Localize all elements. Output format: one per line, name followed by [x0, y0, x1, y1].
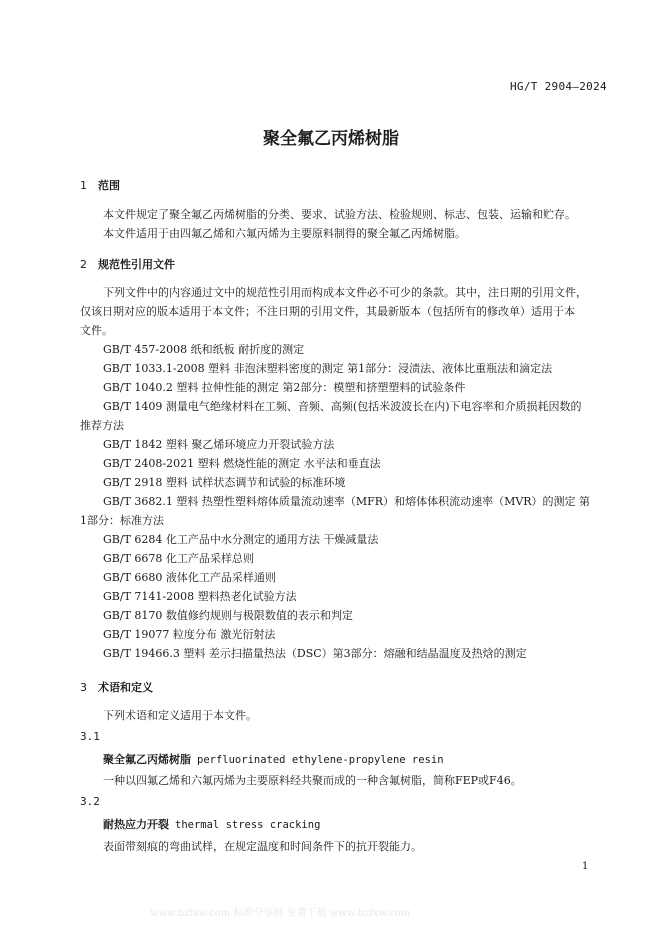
term-number: 3.2: [80, 795, 100, 808]
reference-item: GB/T 6284 化工产品中水分测定的通用方法 干燥减量法: [103, 533, 379, 546]
section-number: 2: [80, 258, 87, 271]
section-heading-scope: [80, 177, 120, 193]
paragraph: 本文件适用于由四氟乙烯和六氟丙烯为主要原料制得的聚全氟乙丙烯树脂。: [103, 227, 466, 240]
paragraph: 文件。: [80, 324, 113, 337]
paragraph: 下列文件中的内容通过文中的规范性引用而构成本文件必不可少的条款。其中，注日期的引用文件，: [103, 286, 587, 299]
reference-item: GB/T 457-2008 纸和纸板 耐折度的测定: [103, 343, 305, 356]
reference-item: GB/T 8170 数值修约规则与极限数值的表示和判定: [103, 609, 353, 622]
document-title: 聚全氟乙丙烯树脂: [263, 129, 399, 149]
term-entry: [103, 816, 320, 832]
reference-item: GB/T 1842 塑料 聚乙烯环境应力开裂试验方法: [103, 438, 335, 451]
term-definition: 表面带刻痕的弯曲试样，在规定温度和时间条件下的抗开裂能力。: [103, 840, 422, 853]
term-definition: 一种以四氟乙烯和六氟丙烯为主要原料经共聚而成的一种含氟树脂，简称FEP或F46。: [103, 774, 522, 787]
reference-item-continuation: 推荐方法: [80, 419, 124, 432]
reference-item: GB/T 6680 液体化工产品采样通则: [103, 571, 276, 584]
reference-item: GB/T 2408-2021 塑料 燃烧性能的测定 水平法和垂直法: [103, 457, 381, 470]
watermark: www.bzfxw.com 标准分享网 免费下载 www.bzfxw.com: [150, 908, 411, 918]
page-number: 1: [582, 861, 589, 872]
reference-item-continuation: 1部分：标准方法: [80, 514, 164, 527]
term-name-zh: 耐热应力开裂: [103, 818, 169, 831]
reference-item: GB/T 6678 化工产品采样总则: [103, 552, 254, 565]
paragraph: 下列术语和定义适用于本文件。: [103, 709, 257, 722]
term-name-en: thermal stress cracking: [175, 819, 321, 831]
reference-item: GB/T 19466.3 塑料 差示扫描量热法（DSC）第3部分：熔融和结晶温度及热焓的测定: [103, 647, 527, 660]
term-number: 3.1: [80, 730, 100, 743]
reference-item: GB/T 1033.1-2008 塑料 非泡沫塑料密度的测定 第1部分：浸渍法、液体比重瓶法和滴定法: [103, 362, 553, 375]
reference-item: GB/T 1409 测量电气绝缘材料在工频、音频、高频(包括米波波长在内)下电容率和介质损耗因数的: [103, 400, 582, 413]
section-number: 1: [80, 179, 87, 192]
section-title: 范围: [98, 179, 120, 192]
reference-item: GB/T 2918 塑料 试样状态调节和试验的标准环境: [103, 476, 346, 489]
term-name-en: perfluorinated ethylene-propylene resin: [197, 754, 444, 766]
section-number: 3: [80, 681, 87, 694]
reference-item: GB/T 3682.1 塑料 热塑性塑料熔体质量流动速率（MFR）和熔体体积流动速率（MVR）的测定 第: [103, 495, 591, 508]
paragraph: 本文件规定了聚全氟乙丙烯树脂的分类、要求、试验方法、检验规则、标志、包装、运输和贮存。: [103, 208, 576, 221]
term-entry: [103, 751, 444, 767]
reference-item: GB/T 19077 粒度分布 激光衍射法: [103, 628, 276, 641]
paragraph: 仅该日期对应的版本适用于本文件；不注日期的引用文件，其最新版本（包括所有的修改单）适用于本: [80, 305, 575, 318]
reference-item: GB/T 1040.2 塑料 拉伸性能的测定 第2部分：模塑和挤塑塑料的试验条件: [103, 381, 466, 394]
reference-item: GB/T 7141-2008 塑料热老化试验方法: [103, 590, 297, 603]
section-title: 术语和定义: [98, 681, 153, 694]
section-heading-normative-references: [80, 256, 175, 272]
standard-code: HG/T 2904—2024: [510, 80, 607, 93]
section-title: 规范性引用文件: [98, 258, 175, 271]
section-heading-terms-and-definitions: [80, 679, 153, 695]
term-name-zh: 聚全氟乙丙烯树脂: [103, 753, 191, 766]
